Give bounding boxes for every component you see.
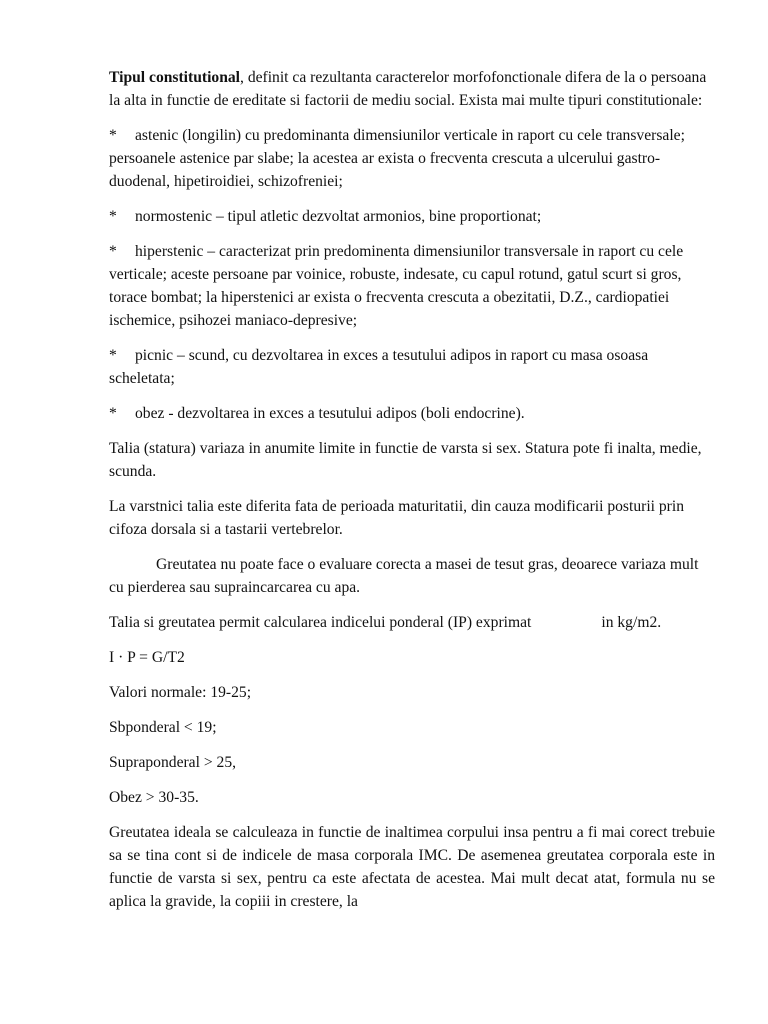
greutatea-ideala-paragraph: Greutatea ideala se calculeaza in functie de inaltimea corpului insa pentru a fi mai corect trebuie sa se tina cont si de indicele de masa corporala IMC. De asemenea greutatea corporala este in functie de varsta si sex, pentru ca este afectata de acestea. Mai mult decat atat, formula nu se aplica la gravide, la copiii in crestere, la [109, 824, 715, 910]
formula: I · P = G/T2 [109, 649, 185, 666]
type-text: picnic – scund, cu dezvoltarea in exces a tesutului adipos in raport cu masa osoasa scheletata; [109, 347, 649, 387]
supraponderal: Supraponderal > 25, [109, 754, 237, 771]
bullet-marker: * [109, 127, 117, 144]
bullet-marker: * [109, 208, 117, 225]
varstnici-paragraph: La varstnici talia este diferita fata de perioada maturitatii, din cauza modificarii posturii prin cifoza dorsala si a tastarii vertebrelor. [109, 498, 685, 538]
type-normostenic [109, 205, 715, 228]
bullet-marker: * [109, 405, 117, 422]
type-hiperstenic [109, 240, 715, 332]
type-obez [109, 402, 715, 425]
type-astenic [109, 124, 715, 193]
obez-values: Obez > 30-35. [109, 789, 199, 806]
ip-paragraph [109, 611, 715, 634]
ip-text-part2: in kg/m2. [601, 614, 662, 631]
document-page [109, 66, 715, 925]
type-text: hiperstenic – caracterizat prin predominenta dimensiunilor transversale in raport cu cele verticale; aceste persoane par voinice, robuste, indesate, cu capul rotund, gatul scurt si gros, torace bombat; la hiperstenici ar exista o frecventa crescuta a obezitatii, D.Z., cardiopatiei ischemice, psihozei maniaco-depresive; [109, 243, 684, 329]
intro-text: , definit ca rezultanta caracterelor morfofonctionale difera de la o persoana la alta in functie de ereditate si factorii de mediu social. Exista mai multe tipuri constitutionale: [109, 69, 707, 109]
type-text: astenic (longilin) cu predominanta dimensiunilor verticale in raport cu cele transversale; persoanele astenice par slabe; la acestea ar exista o frecventa crescuta a ulcerului gastro-duodenal, hipetiroidiei, schizofreniei; [109, 127, 685, 190]
bullet-marker: * [109, 347, 117, 364]
talia-paragraph: Talia (statura) variaza in anumite limite in functie de varsta si sex. Statura pote fi inalta, medie, scunda. [109, 440, 702, 480]
type-text: obez - dezvoltarea in exces a tesutului adipos (boli endocrine). [135, 405, 525, 422]
normal-values: Valori normale: 19-25; [109, 684, 252, 701]
type-picnic [109, 344, 715, 390]
subponderal: Sbponderal < 19; [109, 719, 217, 736]
greutatea-paragraph: Greutatea nu poate face o evaluare corecta a masei de tesut gras, deoarece variaza mult cu pierderea sau supraincarcarea cu apa. [109, 556, 699, 596]
type-text: normostenic – tipul atletic dezvoltat armonios, bine proportionat; [135, 208, 542, 225]
intro-paragraph [109, 66, 715, 112]
intro-term: Tipul constitutional [109, 69, 241, 86]
ip-text-part1: Talia si greutatea permit calcularea indicelui ponderal (IP) exprimat [109, 614, 532, 631]
bullet-marker: * [109, 243, 117, 260]
